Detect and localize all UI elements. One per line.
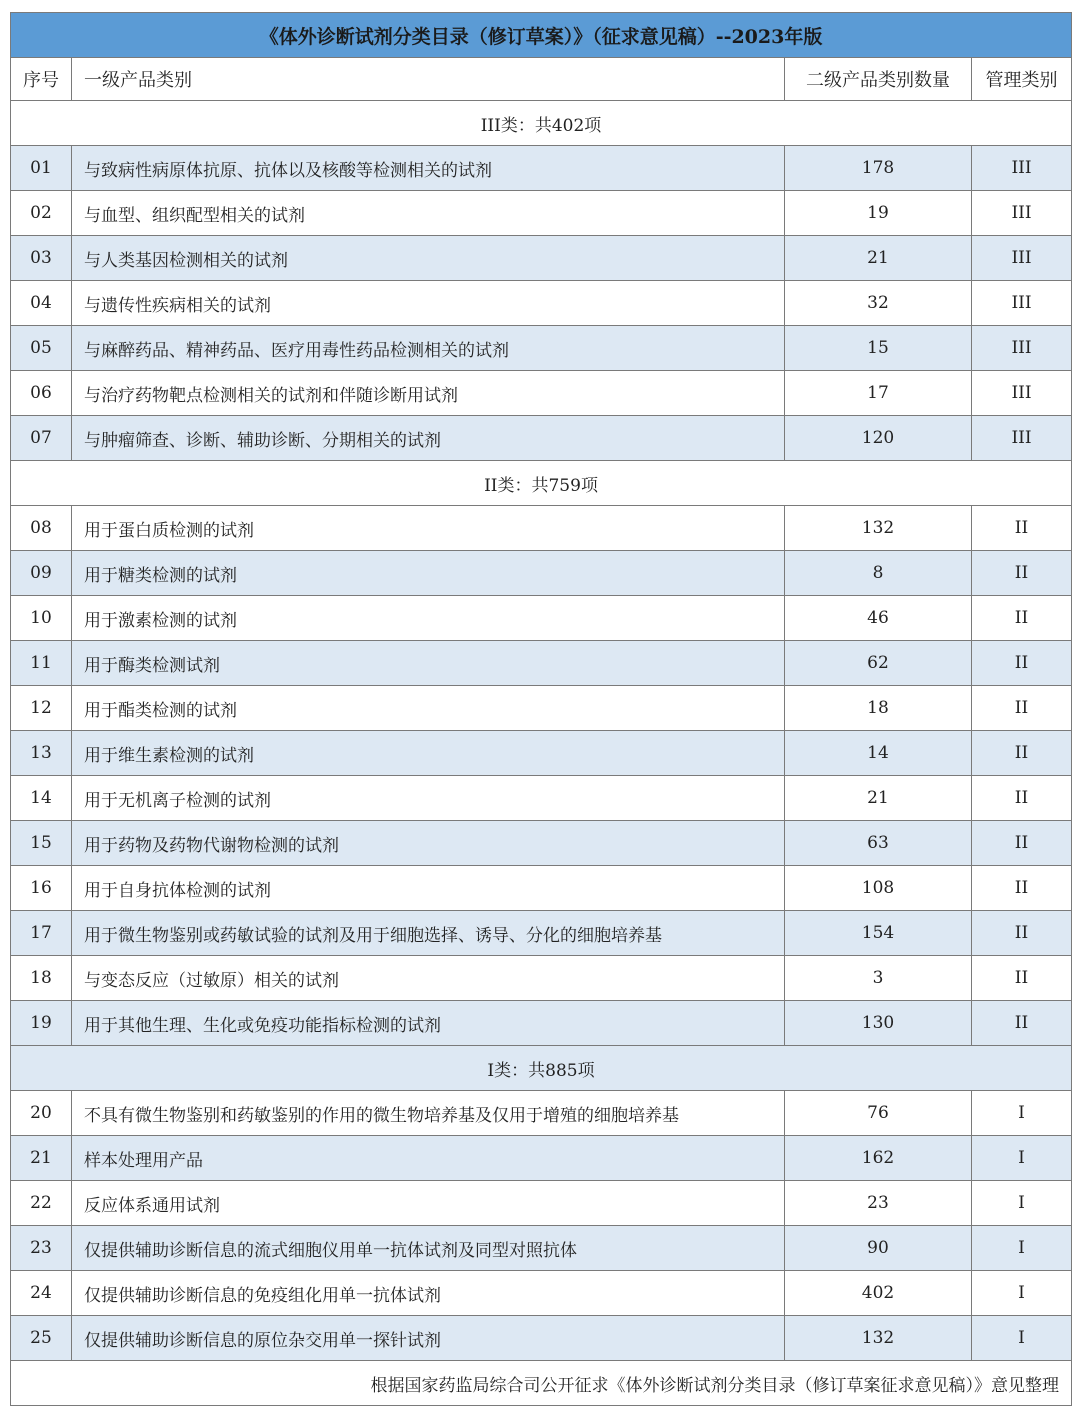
header-class: 管理类别 xyxy=(972,58,1072,101)
row-management-class: II xyxy=(972,506,1072,551)
row-subcategory-count: 154 xyxy=(785,911,972,956)
row-subcategory-count: 108 xyxy=(785,866,972,911)
row-number: 18 xyxy=(11,956,72,1001)
row-management-class: II xyxy=(972,641,1072,686)
row-subcategory-count: 32 xyxy=(785,281,972,326)
row-subcategory-count: 402 xyxy=(785,1271,972,1316)
table-row xyxy=(11,1001,1072,1046)
row-subcategory-count: 132 xyxy=(785,506,972,551)
row-category-name: 与变态反应（过敏原）相关的试剂 xyxy=(72,956,785,1001)
group-label: III类：共402项 xyxy=(11,101,1072,146)
group-header-row xyxy=(11,101,1072,146)
row-subcategory-count: 18 xyxy=(785,686,972,731)
table-row xyxy=(11,821,1072,866)
row-subcategory-count: 23 xyxy=(785,1181,972,1226)
table-row xyxy=(11,956,1072,1001)
table-row xyxy=(11,416,1072,461)
header-row xyxy=(11,58,1072,101)
source-note: 根据国家药监局综合司公开征求《体外诊断试剂分类目录（修订草案征求意见稿）》意见整理 xyxy=(11,1361,1072,1406)
row-category-name: 仅提供辅助诊断信息的流式细胞仪用单一抗体试剂及同型对照抗体 xyxy=(72,1226,785,1271)
table-row xyxy=(11,686,1072,731)
row-category-name: 不具有微生物鉴别和药敏鉴别的作用的微生物培养基及仅用于增殖的细胞培养基 xyxy=(72,1091,785,1136)
row-subcategory-count: 130 xyxy=(785,1001,972,1046)
row-management-class: II xyxy=(972,956,1072,1001)
row-category-name: 用于糖类检测的试剂 xyxy=(72,551,785,596)
row-number: 02 xyxy=(11,191,72,236)
row-category-name: 用于酶类检测试剂 xyxy=(72,641,785,686)
row-management-class: II xyxy=(972,551,1072,596)
table-row xyxy=(11,911,1072,956)
group-label: II类：共759项 xyxy=(11,461,1072,506)
row-number: 13 xyxy=(11,731,72,776)
row-number: 03 xyxy=(11,236,72,281)
row-category-name: 用于酯类检测的试剂 xyxy=(72,686,785,731)
row-management-class: III xyxy=(972,281,1072,326)
table-row xyxy=(11,281,1072,326)
row-subcategory-count: 90 xyxy=(785,1226,972,1271)
row-category-name: 样本处理用产品 xyxy=(72,1136,785,1181)
table-row xyxy=(11,1271,1072,1316)
header-count: 二级产品类别数量 xyxy=(785,58,972,101)
row-category-name: 用于维生素检测的试剂 xyxy=(72,731,785,776)
row-category-name: 与肿瘤筛查、诊断、辅助诊断、分期相关的试剂 xyxy=(72,416,785,461)
row-management-class: I xyxy=(972,1136,1072,1181)
row-management-class: III xyxy=(972,236,1072,281)
table-row xyxy=(11,776,1072,821)
footer-row xyxy=(11,1361,1072,1406)
row-category-name: 与麻醉药品、精神药品、医疗用毒性药品检测相关的试剂 xyxy=(72,326,785,371)
table-row xyxy=(11,146,1072,191)
row-number: 24 xyxy=(11,1271,72,1316)
row-subcategory-count: 63 xyxy=(785,821,972,866)
row-management-class: II xyxy=(972,731,1072,776)
table-row xyxy=(11,506,1072,551)
row-number: 22 xyxy=(11,1181,72,1226)
row-number: 21 xyxy=(11,1136,72,1181)
row-management-class: II xyxy=(972,911,1072,956)
table-row xyxy=(11,191,1072,236)
row-subcategory-count: 8 xyxy=(785,551,972,596)
row-management-class: II xyxy=(972,866,1072,911)
classification-table xyxy=(10,12,1072,1406)
row-management-class: III xyxy=(972,326,1072,371)
row-subcategory-count: 120 xyxy=(785,416,972,461)
row-subcategory-count: 162 xyxy=(785,1136,972,1181)
row-number: 20 xyxy=(11,1091,72,1136)
row-number: 25 xyxy=(11,1316,72,1361)
row-category-name: 仅提供辅助诊断信息的原位杂交用单一探针试剂 xyxy=(72,1316,785,1361)
row-number: 08 xyxy=(11,506,72,551)
row-number: 12 xyxy=(11,686,72,731)
row-subcategory-count: 46 xyxy=(785,596,972,641)
row-subcategory-count: 21 xyxy=(785,776,972,821)
row-number: 09 xyxy=(11,551,72,596)
row-management-class: III xyxy=(972,191,1072,236)
row-management-class: III xyxy=(972,416,1072,461)
classification-table-container xyxy=(10,12,1071,1406)
row-subcategory-count: 21 xyxy=(785,236,972,281)
row-management-class: II xyxy=(972,821,1072,866)
table-row xyxy=(11,326,1072,371)
table-row xyxy=(11,866,1072,911)
row-management-class: I xyxy=(972,1271,1072,1316)
row-subcategory-count: 14 xyxy=(785,731,972,776)
group-header-row xyxy=(11,1046,1072,1091)
row-number: 06 xyxy=(11,371,72,416)
row-category-name: 用于药物及药物代谢物检测的试剂 xyxy=(72,821,785,866)
table-row xyxy=(11,551,1072,596)
row-category-name: 与致病性病原体抗原、抗体以及核酸等检测相关的试剂 xyxy=(72,146,785,191)
row-number: 07 xyxy=(11,416,72,461)
row-management-class: I xyxy=(972,1316,1072,1361)
row-subcategory-count: 178 xyxy=(785,146,972,191)
table-row xyxy=(11,1226,1072,1271)
group-header-row xyxy=(11,461,1072,506)
row-number: 01 xyxy=(11,146,72,191)
title-row xyxy=(11,13,1072,58)
row-category-name: 仅提供辅助诊断信息的免疫组化用单一抗体试剂 xyxy=(72,1271,785,1316)
row-category-name: 与人类基因检测相关的试剂 xyxy=(72,236,785,281)
row-number: 17 xyxy=(11,911,72,956)
row-management-class: III xyxy=(972,371,1072,416)
row-category-name: 用于其他生理、生化或免疫功能指标检测的试剂 xyxy=(72,1001,785,1046)
row-management-class: II xyxy=(972,686,1072,731)
row-category-name: 用于激素检测的试剂 xyxy=(72,596,785,641)
row-number: 19 xyxy=(11,1001,72,1046)
row-management-class: II xyxy=(972,776,1072,821)
row-category-name: 与治疗药物靶点检测相关的试剂和伴随诊断用试剂 xyxy=(72,371,785,416)
table-row xyxy=(11,371,1072,416)
row-number: 14 xyxy=(11,776,72,821)
table-row xyxy=(11,236,1072,281)
row-number: 11 xyxy=(11,641,72,686)
row-number: 10 xyxy=(11,596,72,641)
row-category-name: 用于蛋白质检测的试剂 xyxy=(72,506,785,551)
group-label: I类：共885项 xyxy=(11,1046,1072,1091)
table-row xyxy=(11,1181,1072,1226)
row-subcategory-count: 3 xyxy=(785,956,972,1001)
table-row xyxy=(11,596,1072,641)
row-category-name: 反应体系通用试剂 xyxy=(72,1181,785,1226)
table-row xyxy=(11,731,1072,776)
row-subcategory-count: 76 xyxy=(785,1091,972,1136)
row-management-class: II xyxy=(972,1001,1072,1046)
row-subcategory-count: 17 xyxy=(785,371,972,416)
row-category-name: 与遗传性疾病相关的试剂 xyxy=(72,281,785,326)
row-management-class: I xyxy=(972,1181,1072,1226)
row-management-class: I xyxy=(972,1226,1072,1271)
row-category-name: 与血型、组织配型相关的试剂 xyxy=(72,191,785,236)
row-management-class: I xyxy=(972,1091,1072,1136)
row-category-name: 用于微生物鉴别或药敏试验的试剂及用于细胞选择、诱导、分化的细胞培养基 xyxy=(72,911,785,956)
row-number: 15 xyxy=(11,821,72,866)
table-row xyxy=(11,1091,1072,1136)
row-management-class: II xyxy=(972,596,1072,641)
row-number: 23 xyxy=(11,1226,72,1271)
row-category-name: 用于自身抗体检测的试剂 xyxy=(72,866,785,911)
row-subcategory-count: 19 xyxy=(785,191,972,236)
row-category-name: 用于无机离子检测的试剂 xyxy=(72,776,785,821)
row-subcategory-count: 132 xyxy=(785,1316,972,1361)
header-no: 序号 xyxy=(11,58,72,101)
row-number: 05 xyxy=(11,326,72,371)
table-row xyxy=(11,1316,1072,1361)
row-number: 16 xyxy=(11,866,72,911)
table-title: 《体外诊断试剂分类目录（修订草案）》（征求意见稿）--2023年版 xyxy=(11,13,1072,58)
header-category: 一级产品类别 xyxy=(72,58,785,101)
row-subcategory-count: 62 xyxy=(785,641,972,686)
table-row xyxy=(11,641,1072,686)
row-number: 04 xyxy=(11,281,72,326)
row-management-class: III xyxy=(972,146,1072,191)
table-row xyxy=(11,1136,1072,1181)
row-subcategory-count: 15 xyxy=(785,326,972,371)
